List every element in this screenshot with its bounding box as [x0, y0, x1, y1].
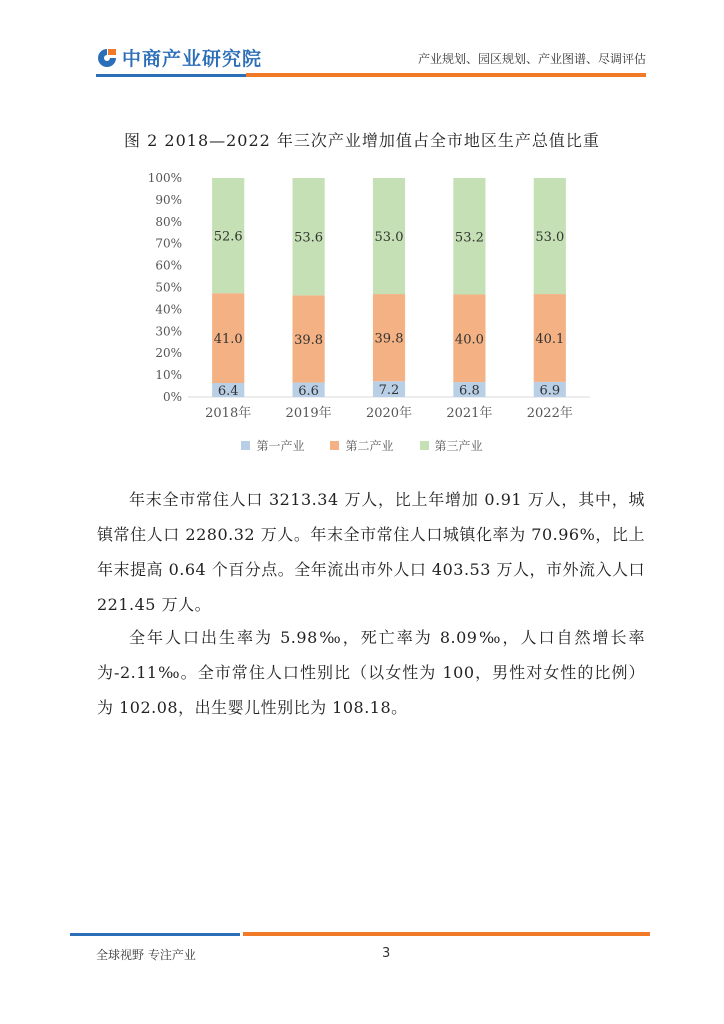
footer-rule-blue — [70, 933, 240, 936]
y-tick-label: 60% — [155, 258, 182, 273]
paragraph-population: 年末全市常住人口 3213.34 万人，比上年增加 0.91 万人，其中，城镇常住人口 2280.32 万人。年末全市常住人口城镇化率为 70.96%，比上年末提高 0.64 个百分点。全年流出市外人口 403.53 万人，市外流入人口 221.45 万人。 — [97, 490, 645, 614]
legend-item — [420, 437, 483, 454]
legend-swatch — [420, 441, 429, 450]
y-tick-label: 90% — [155, 192, 182, 207]
legend-swatch — [241, 441, 250, 450]
stacked-bar-chart — [140, 165, 600, 435]
paragraph-birth-rate: 全年人口出生率为 5.98‰，死亡率为 8.09‰，人口自然增长率为-2.11‰。全市常住人口性别比（以女性为 100，男性对女性的比例）为 102.08，出生婴儿性别比为 108.18。 — [97, 628, 645, 717]
data-label: 40.1 — [535, 331, 565, 347]
x-tick-label: 2019年 — [285, 406, 332, 421]
y-tick-label: 50% — [155, 280, 182, 295]
data-label: 6.6 — [298, 383, 319, 399]
data-label: 53.6 — [294, 230, 324, 246]
header-rule-orange — [246, 73, 646, 77]
logo-icon — [96, 47, 118, 69]
data-label: 41.0 — [213, 332, 243, 348]
x-tick-label: 2020年 — [365, 406, 413, 421]
header-tagline: 产业规划、园区规划、产业图谱、尽调评估 — [417, 52, 646, 66]
legend-swatch — [330, 441, 339, 450]
figure-title: 图 2 2018—2022 年三次产业增加值占全市地区生产总值比重 — [124, 131, 600, 150]
footer-rule-orange — [243, 932, 650, 936]
legend-item — [241, 437, 304, 454]
logo-text: 中商产业研究院 — [122, 48, 263, 70]
legend-label: 第二产业 — [345, 439, 394, 453]
data-label: 52.6 — [213, 229, 243, 245]
x-tick-label: 2018年 — [205, 406, 252, 421]
data-label: 53.0 — [374, 230, 404, 246]
legend-label: 第三产业 — [434, 439, 483, 453]
x-tick-label: 2021年 — [446, 406, 493, 421]
x-tick-label: 2022年 — [526, 406, 573, 421]
data-label: 53.2 — [454, 230, 484, 246]
data-label: 53.0 — [535, 230, 565, 246]
logo — [96, 44, 262, 71]
y-tick-label: 40% — [155, 302, 182, 317]
data-label: 39.8 — [374, 331, 404, 347]
legend-item — [330, 437, 393, 454]
y-tick-label: 0% — [162, 390, 182, 404]
data-label: 6.9 — [539, 383, 561, 399]
y-tick-label: 80% — [155, 214, 182, 229]
data-label: 6.8 — [459, 383, 480, 399]
y-tick-label: 20% — [155, 346, 182, 361]
y-tick-label: 10% — [155, 368, 182, 383]
legend-label: 第一产业 — [256, 439, 305, 453]
data-label: 7.2 — [378, 383, 400, 399]
chart-legend — [0, 437, 724, 454]
data-label: 40.0 — [454, 332, 484, 348]
data-label: 39.8 — [294, 332, 324, 348]
y-tick-label: 100% — [147, 171, 182, 185]
y-tick-label: 70% — [155, 236, 182, 251]
header-rule-blue — [96, 74, 246, 77]
page-number: 3 — [382, 946, 391, 961]
data-label: 6.4 — [217, 383, 239, 399]
footer-slogan: 全球视野 专注产业 — [96, 948, 196, 962]
y-tick-label: 30% — [155, 324, 182, 339]
